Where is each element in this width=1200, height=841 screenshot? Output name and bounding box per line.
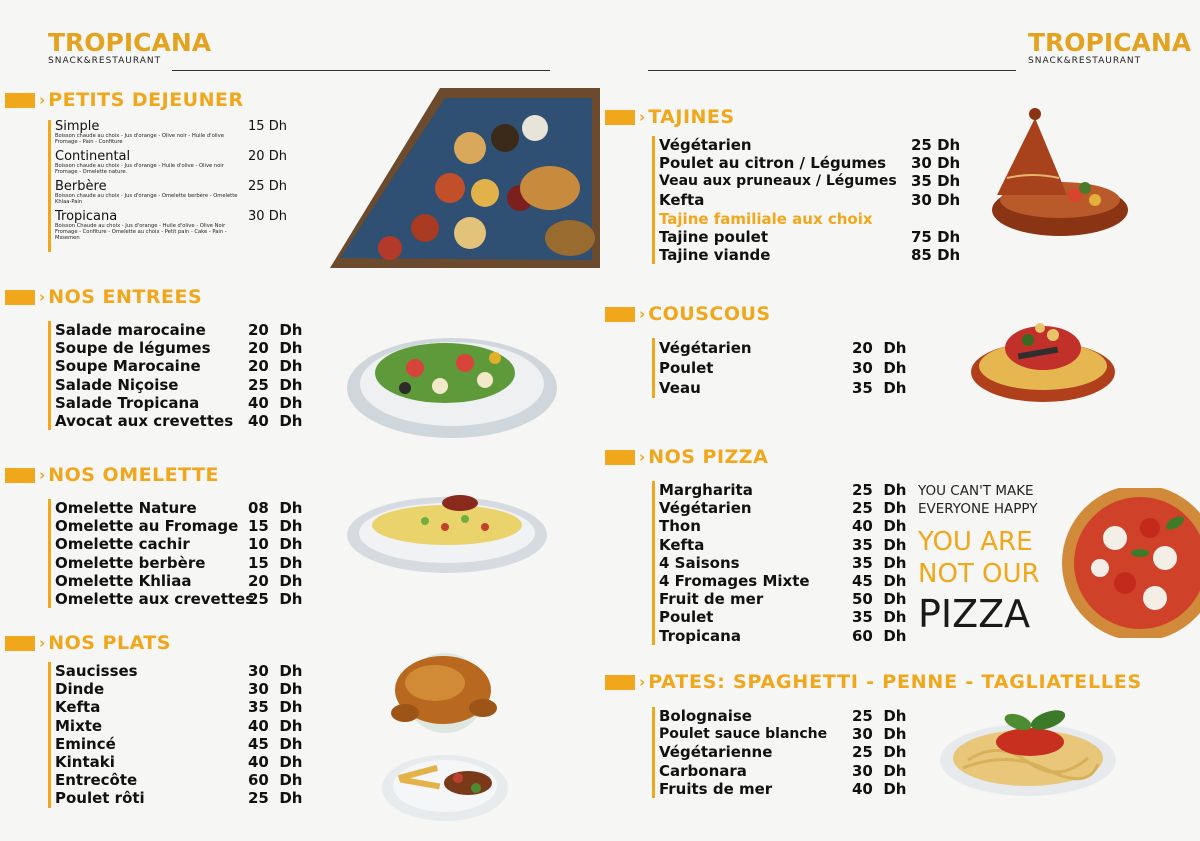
item-name: Continental — [55, 149, 131, 164]
item-name: Berbère — [55, 179, 107, 194]
item-name: Emincé — [55, 734, 116, 753]
menu-item — [659, 358, 922, 378]
item-name: Salade Tropicana — [55, 393, 200, 412]
menu-item — [659, 590, 922, 608]
item-price: 35 Dh — [911, 172, 961, 191]
menu-item — [659, 554, 922, 572]
item-price: 75 Dh — [911, 228, 961, 247]
menu-item — [659, 378, 922, 398]
slogan-line: EVERYONE HAPPY — [918, 501, 1038, 517]
menu-item — [659, 627, 922, 645]
item-name: Saucisses — [55, 662, 138, 680]
pates-list — [652, 707, 922, 798]
item-price: 45 Dh — [248, 734, 303, 753]
item-price: 45 Dh — [852, 572, 907, 591]
item-price: 25 Dh — [852, 707, 907, 725]
entrees-list — [48, 321, 318, 430]
item-name: Végétarienne — [659, 743, 773, 762]
item-name: Tajine viande — [659, 246, 771, 265]
item-name: Kefta — [55, 698, 101, 717]
item-price: 35 Dh — [248, 698, 303, 717]
item-price: 30 Dh — [852, 761, 907, 780]
item-price: 85 Dh — [911, 246, 961, 265]
section-title: NOS PLATS — [48, 632, 171, 654]
menu-item — [659, 338, 922, 358]
item-name: Poulet — [659, 359, 714, 377]
menu-item — [55, 180, 298, 205]
item-name: 4 Saisons — [659, 553, 740, 572]
item-price: 25 Dh — [248, 375, 303, 394]
menu-item — [55, 735, 318, 753]
menu-item — [55, 210, 298, 241]
item-name: Veau aux pruneaux / Légumes — [659, 173, 897, 190]
breakfast-photo — [330, 88, 600, 268]
section-header-pates — [605, 670, 1142, 694]
menu-item — [55, 698, 318, 716]
section-header-couscous — [605, 302, 771, 326]
item-price: 35 Dh — [852, 379, 907, 397]
item-price: 30 Dh — [248, 680, 303, 699]
item-name: Poulet — [659, 608, 714, 627]
menu-item — [55, 572, 318, 590]
section-title: NOS PIZZA — [648, 446, 769, 468]
item-price: 40 Dh — [248, 412, 303, 431]
item-name: Poulet au citron / Légumes — [659, 154, 887, 173]
menu-item — [659, 572, 922, 590]
section-title: PATES: SPAGHETTI - PENNE - TAGLIATELLES — [648, 671, 1143, 693]
item-name: Carbonara — [659, 761, 747, 780]
accent-bar — [5, 290, 35, 305]
chevron-right-icon: › — [639, 305, 646, 323]
brand-left — [48, 30, 211, 66]
menu-item — [55, 412, 318, 430]
item-name: Tropicana — [659, 626, 741, 645]
item-name: Poulet rôti — [55, 789, 145, 808]
menu-item — [55, 771, 318, 789]
header-rule-right — [648, 70, 1016, 71]
menu-item — [55, 150, 298, 175]
menu-item — [55, 753, 318, 771]
item-price: 30 Dh — [852, 359, 907, 377]
menu-item — [659, 780, 922, 798]
brand-right — [1028, 30, 1191, 66]
accent-bar — [605, 450, 635, 465]
item-description: Boisson chaude au choix - Jus d'orange - Omelette berbère - Omelette Khlaa-Pain — [55, 193, 238, 205]
petits-dejeuner-list — [48, 120, 298, 252]
item-price: 30 Dh — [911, 154, 961, 173]
item-price: 25 Dh — [911, 136, 961, 154]
chevron-right-icon: › — [39, 288, 46, 306]
section-title: COUSCOUS — [648, 303, 771, 325]
item-description: Boisson chaude au choix - Jus d'orange - Huile d'olive - Olive noir Fromage - Omelette nature. — [55, 163, 224, 175]
item-name: Fruits de mer — [659, 779, 773, 798]
menu-item — [659, 762, 922, 780]
item-name: Omelette au Fromage — [55, 517, 239, 536]
item-name: Margharita — [659, 481, 753, 499]
section-header-omelette — [5, 463, 219, 487]
item-name: Fruit de mer — [659, 590, 764, 609]
item-name: Poulet sauce blanche — [659, 726, 828, 743]
section-header-entrees — [5, 285, 202, 309]
couscous-photo — [968, 300, 1118, 405]
menu-item — [55, 535, 318, 553]
accent-bar — [5, 468, 35, 483]
brand-name: TROPICANA — [48, 28, 212, 57]
item-name: Végétarien — [659, 499, 752, 518]
menu-item — [659, 154, 972, 172]
item-price: 40 Dh — [852, 779, 907, 798]
item-price: 25 Dh — [248, 179, 287, 194]
item-price: 15 Dh — [248, 553, 303, 572]
section-header-petits-dejeuner — [5, 88, 244, 112]
item-price: 20 Dh — [248, 571, 303, 590]
plats-list — [48, 662, 318, 808]
chevron-right-icon: › — [639, 448, 646, 466]
item-price: 60 Dh — [852, 626, 907, 645]
menu-item — [659, 172, 972, 190]
item-price: 25 Dh — [852, 743, 907, 762]
chevron-right-icon: › — [639, 108, 646, 126]
item-price: 40 Dh — [248, 753, 303, 772]
accent-bar — [5, 636, 35, 651]
menu-item — [55, 590, 318, 608]
item-price: 15 Dh — [248, 517, 303, 536]
menu-item — [55, 717, 318, 735]
accent-bar — [5, 93, 35, 108]
accent-bar — [605, 110, 635, 125]
item-description: Boisson chaude au choix - Jus d'orange - Olive noir - Huile d'olive Fromage - Pain - Confiture — [55, 133, 224, 145]
tajines-list — [652, 136, 972, 264]
item-price: 40 Dh — [248, 716, 303, 735]
pizza-slogan — [918, 482, 1058, 638]
item-price: 30 Dh — [911, 190, 961, 209]
chevron-right-icon: › — [39, 634, 46, 652]
item-price: 30 Dh — [852, 725, 907, 744]
item-name: Thon — [659, 517, 701, 536]
item-price: 35 Dh — [852, 608, 907, 627]
accent-bar — [605, 307, 635, 322]
menu-item — [55, 517, 318, 535]
grill-plate-photo — [380, 748, 510, 823]
menu-item — [55, 554, 318, 572]
section-header-tajines — [605, 105, 735, 129]
tajine-familiale-label: Tajine familiale aux choix — [659, 209, 873, 228]
item-price: 20 Dh — [248, 357, 303, 376]
item-price: 25 Dh — [248, 590, 303, 609]
item-name: Veau — [659, 379, 701, 397]
brand-sub: SNACK&RESTAURANT — [1028, 56, 1142, 66]
item-name: Entrecôte — [55, 771, 138, 790]
item-name: Salade Niçoise — [55, 375, 179, 394]
brand-name: TROPICANA — [1028, 28, 1192, 57]
item-price: 40 Dh — [248, 393, 303, 412]
slogan-line: PIZZA — [918, 592, 1031, 636]
section-title: TAJINES — [648, 106, 735, 128]
item-price: 25 Dh — [852, 481, 907, 499]
menu-item — [55, 357, 318, 375]
item-name: Salade marocaine — [55, 321, 206, 339]
slogan-line: YOU CAN'T MAKE — [918, 483, 1034, 499]
item-price: 25 Dh — [852, 499, 907, 518]
item-price: 30 Dh — [248, 209, 287, 224]
menu-item — [55, 394, 318, 412]
menu-item — [55, 321, 318, 339]
item-price: 15 Dh — [248, 119, 287, 134]
menu-item — [659, 707, 922, 725]
menu-item — [55, 680, 318, 698]
item-name: Kefta — [659, 190, 705, 209]
menu-item — [659, 536, 922, 554]
item-name: Kefta — [659, 535, 705, 554]
menu-item — [659, 228, 972, 246]
menu-item — [659, 517, 922, 535]
menu-item — [659, 246, 972, 264]
item-price: 60 Dh — [248, 771, 303, 790]
item-name: Omelette cachir — [55, 535, 190, 554]
header-rule-left — [172, 70, 550, 71]
salad-photo — [345, 318, 560, 443]
menu-item — [659, 191, 972, 209]
item-name: Omelette berbère — [55, 553, 206, 572]
item-name: Soupe de légumes — [55, 339, 211, 358]
item-name: Végétarien — [659, 339, 752, 357]
item-name: Tajine poulet — [659, 228, 768, 247]
menu-item — [55, 499, 318, 517]
item-name: Végétarien — [659, 136, 752, 154]
slogan-line: YOU ARE — [918, 527, 1033, 557]
item-name: Avocat aux crevettes — [55, 412, 234, 431]
item-price: 20 Dh — [852, 339, 907, 357]
roast-chicken-photo — [375, 638, 515, 738]
item-name: Bolognaise — [659, 707, 752, 725]
item-name: Tropicana — [55, 209, 118, 224]
item-price: 25 Dh — [248, 789, 303, 808]
menu-item — [659, 499, 922, 517]
item-name: Omelette Nature — [55, 499, 197, 517]
item-price: 10 Dh — [248, 535, 303, 554]
chevron-right-icon: › — [639, 673, 646, 691]
spaghetti-photo — [938, 700, 1118, 800]
omelette-list — [48, 499, 318, 608]
accent-bar — [605, 675, 635, 690]
section-title: PETITS DEJEUNER — [48, 89, 244, 111]
item-price: 08 Dh — [248, 499, 303, 517]
menu-item — [659, 608, 922, 626]
chevron-right-icon: › — [39, 466, 46, 484]
pizza-list — [652, 481, 922, 645]
couscous-list — [652, 338, 922, 398]
item-price: 50 Dh — [852, 590, 907, 609]
item-name: Omelette aux crevettes — [55, 590, 255, 609]
item-name: 4 Fromages Mixte — [659, 572, 810, 591]
menu-item — [55, 376, 318, 394]
item-name: Kintaki — [55, 753, 115, 772]
menu-item — [659, 481, 922, 499]
item-price: 20 Dh — [248, 321, 303, 339]
item-price: 35 Dh — [852, 535, 907, 554]
pizza-photo — [1055, 488, 1200, 638]
menu-item — [659, 725, 922, 743]
item-name: Omelette Khliaa — [55, 571, 192, 590]
section-title: NOS ENTREES — [48, 286, 203, 308]
menu-item — [55, 339, 318, 357]
item-price: 35 Dh — [852, 553, 907, 572]
menu-item — [659, 136, 972, 154]
item-price: 20 Dh — [248, 149, 287, 164]
chevron-right-icon: › — [39, 91, 46, 109]
section-header-pizza — [605, 445, 768, 469]
item-name: Soupe Marocaine — [55, 357, 201, 376]
item-price: 40 Dh — [852, 517, 907, 536]
item-name: Simple — [55, 119, 100, 134]
section-title: NOS OMELETTE — [48, 464, 219, 486]
section-header-plats — [5, 631, 171, 655]
brand-sub: SNACK&RESTAURANT — [48, 56, 162, 66]
menu-item — [55, 662, 318, 680]
omelette-photo — [345, 483, 550, 575]
item-name: Mixte — [55, 716, 103, 735]
item-description: Boisson Chaude au choix - Jus d'orange - Huile d'olive - Olive Noir Fromage - Confiture - Omelette au choix - Petit pain - Cake - Pain - Mssemen — [55, 223, 227, 241]
menu-item — [55, 789, 318, 807]
menu-item — [659, 743, 922, 761]
slogan-line: NOT OUR — [918, 559, 1040, 589]
item-price: 20 Dh — [248, 339, 303, 358]
tajine-photo — [985, 100, 1135, 240]
menu-item — [55, 120, 298, 145]
item-name: Dinde — [55, 680, 105, 699]
item-price: 30 Dh — [248, 662, 303, 680]
